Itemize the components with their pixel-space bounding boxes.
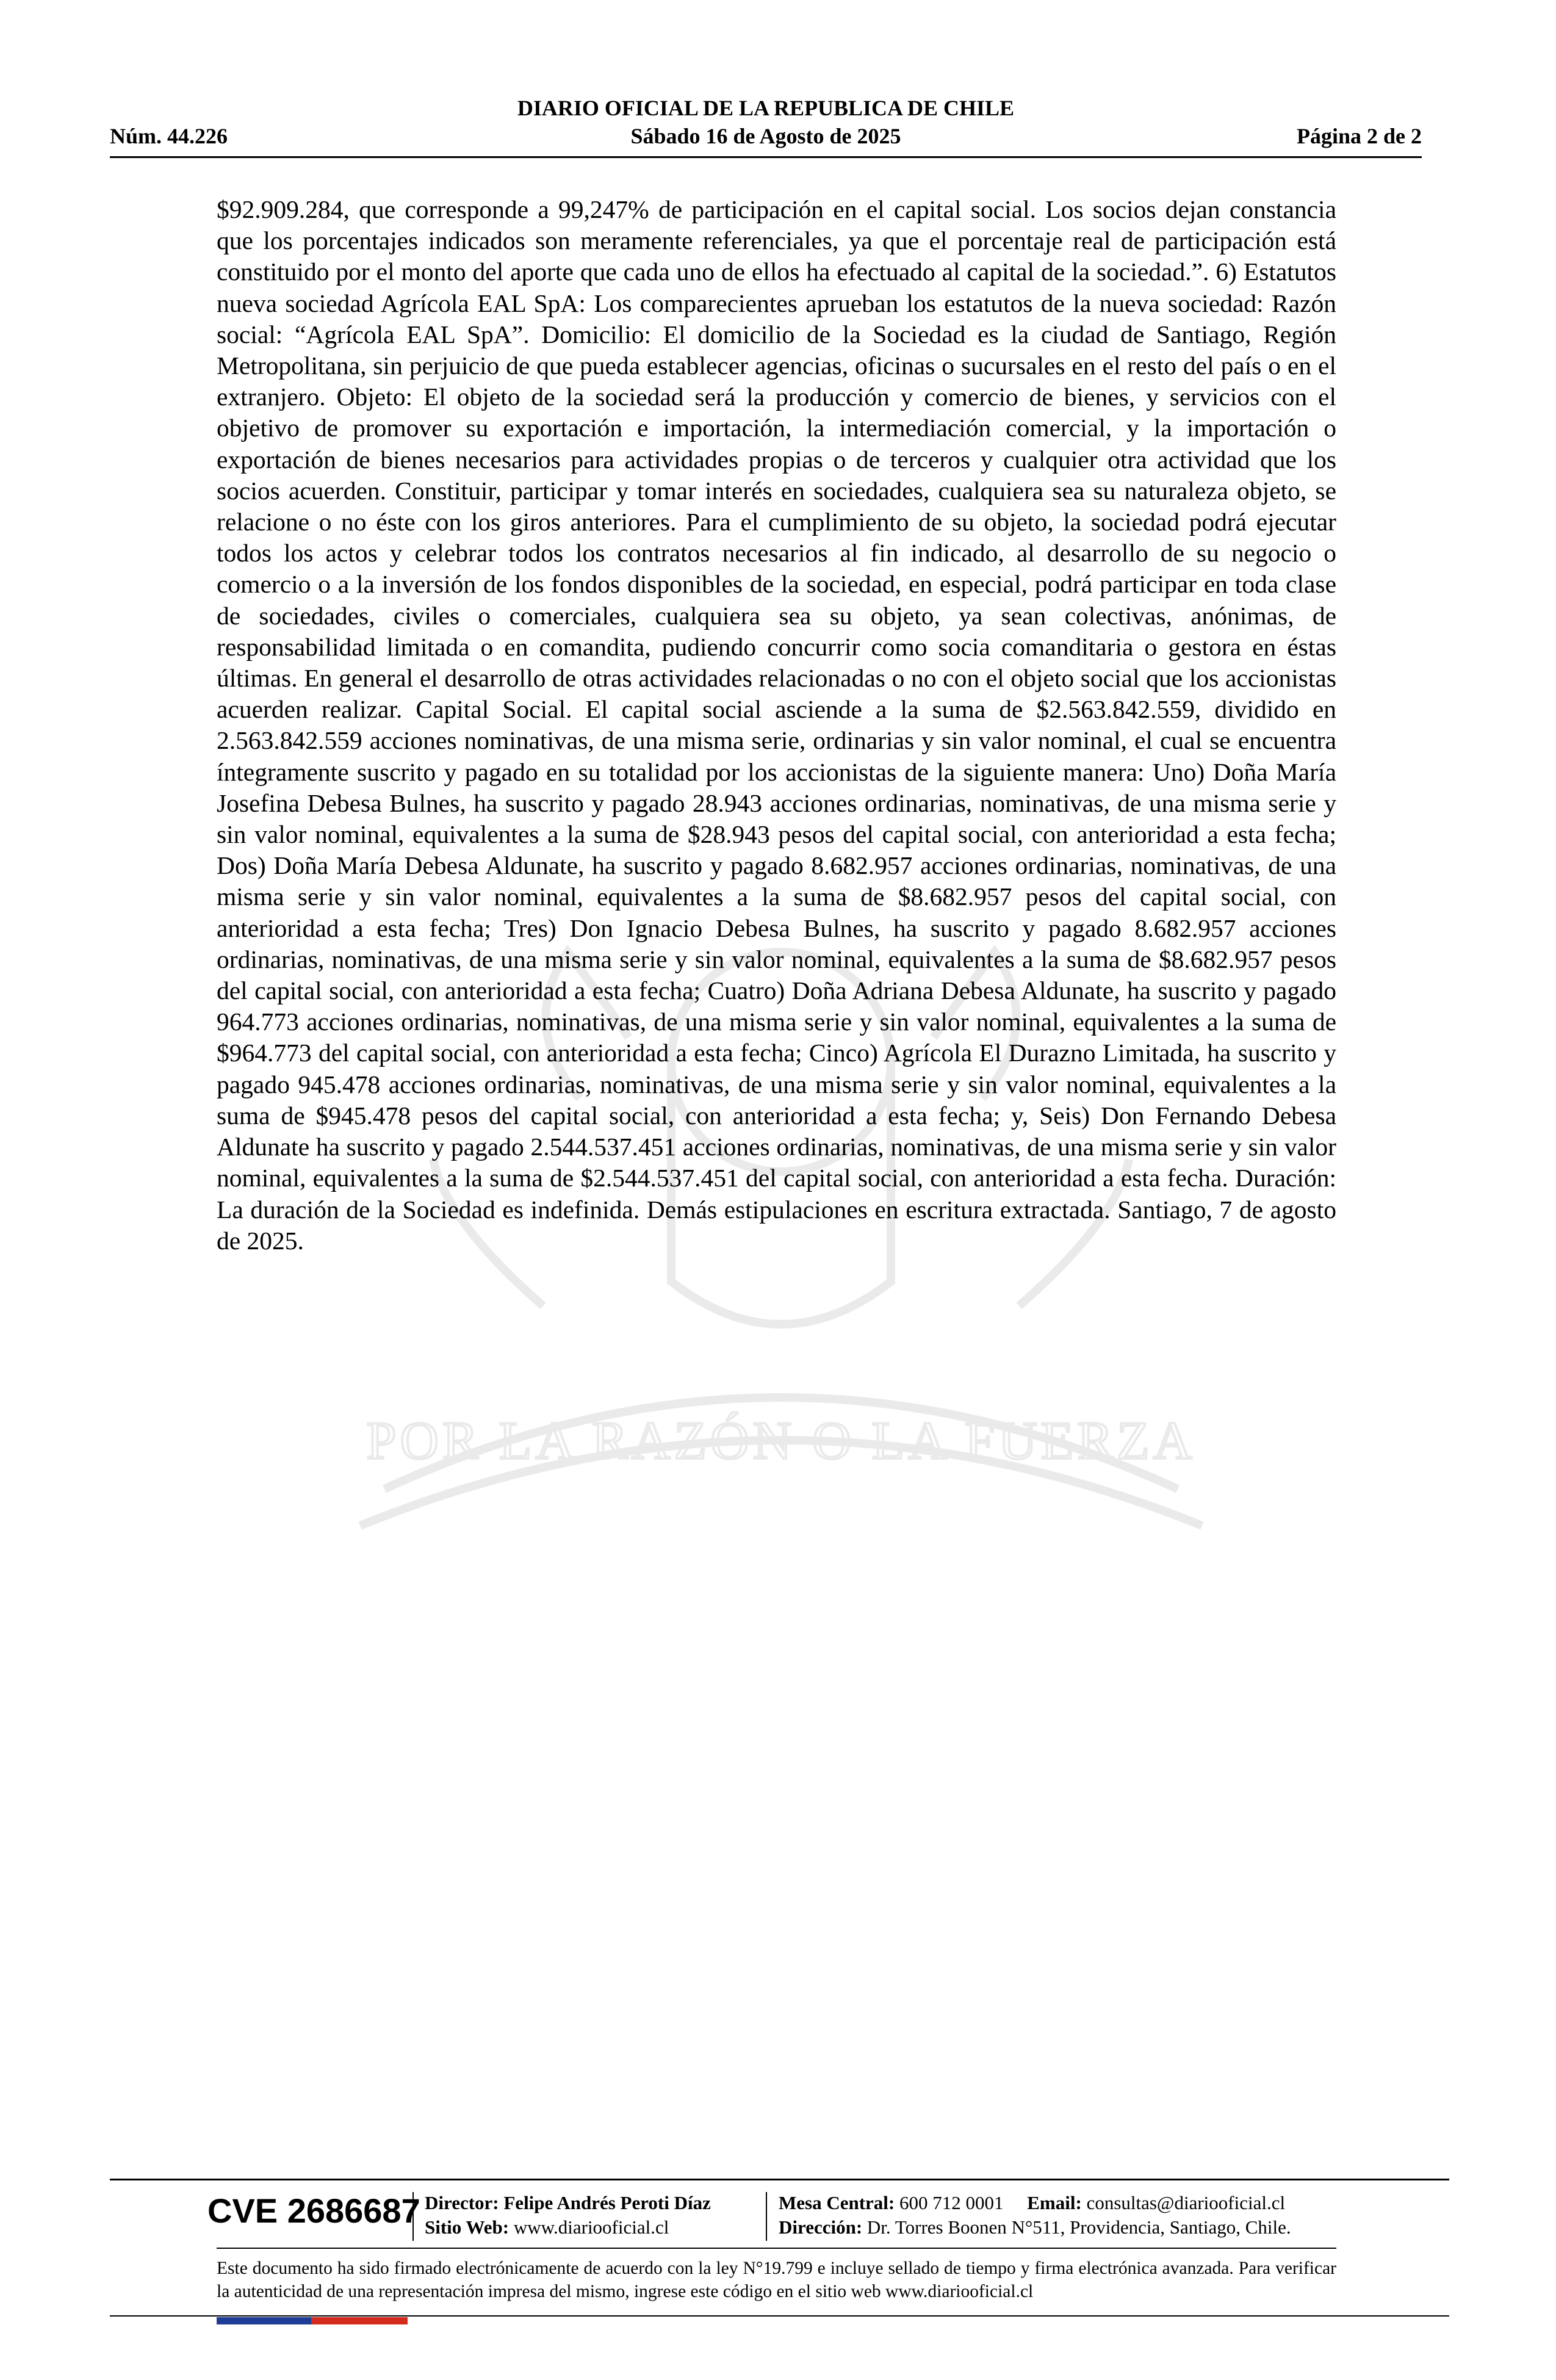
phone-email-line xyxy=(779,2191,1291,2215)
phone-label: Mesa Central: xyxy=(779,2192,895,2213)
electronic-signature-notice: Este documento ha sido firmado electrónicamente de acuerdo con la ley N°19.799 e incluye sellado de tiempo y firma electrónica avanzada. Para verificar la autenticidad de una representación impresa del mismo, ingrese este código en el sitio web www.diariooficial.cl xyxy=(217,2259,1336,2301)
website-link[interactable]: www.diariooficial.cl xyxy=(513,2216,669,2238)
director-label: Director: xyxy=(425,2192,499,2213)
page-header xyxy=(110,92,1422,159)
footer-contact-left xyxy=(425,2191,711,2240)
email-label: Email: xyxy=(1027,2192,1082,2213)
flag-stripe-blue xyxy=(217,2317,311,2324)
footer-divider-bottom xyxy=(110,2315,1449,2317)
publication-title: DIARIO OFICIAL DE LA REPUBLICA DE CHILE xyxy=(517,96,1015,120)
footer-divider-top xyxy=(110,2179,1449,2180)
footer-divider-mid xyxy=(217,2248,1336,2249)
address-value: Dr. Torres Boonen N°511, Providencia, Santiago, Chile. xyxy=(866,2216,1291,2238)
issue-date: Sábado 16 de Agosto de 2025 xyxy=(630,124,901,148)
website-line xyxy=(425,2215,711,2240)
page-number: Página 2 de 2 xyxy=(1296,124,1422,148)
footer-contact-right xyxy=(779,2191,1291,2240)
issue-number: Núm. 44.226 xyxy=(110,124,228,148)
header-divider xyxy=(110,156,1422,158)
cve-code: CVE 2686687 xyxy=(207,2191,420,2230)
document-body: $92.909.284, que corresponde a 99,247% de participación en el capital social. Los socios dejan constancia que los porcentajes indicados son meramente referenciales, ya que el porcentaje real de participación está constituido por el monto del aporte que cada uno de ellos ha efectuado al capital de la sociedad.”. 6) Estatutos nueva sociedad Agrícola EAL SpA: Los comparecientes aprueban los estatutos de la nueva sociedad: Razón social: “Agrícola EAL SpA”. Domicilio: El domicilio de la Sociedad es la ciudad de Santiago, Región Metropolitana, sin perjuicio de que pueda establecer agencias, oficinas o sucursales en el resto del país o en el extranjero. Objeto: El objeto de la sociedad será la producción y comercio de bienes, y servicios con el objetivo de promover su exportación e importación, la intermediación comercial, y la importación o exportación de bienes necesarios para actividades propias o de terceros y cualquier otra actividad que los socios acuerden. Constituir, participar y tomar interés en sociedades, cualquiera sea su naturaleza objeto, se relacione o no éste con los giros anteriores. Para el cumplimiento de su objeto, la sociedad podrá ejecutar todos los actos y celebrar todos los contratos necesarios al fin indicado, al desarrollo de su negocio o comercio o a la inversión de los fondos disponibles de la sociedad, en especial, podrá participar en toda clase de sociedades, civiles o comerciales, cualquiera sea su objeto, ya sean colectivas, anónimas, de responsabilidad limitada o en comandita, pudiendo concurrir como socia comanditaria o gestora en éstas últimas. En general el desarrollo de otras actividades relacionadas o no con el objeto social que los accionistas acuerden realizar. Capital Social. El capital social asciende a la suma de $2.563.842.559, dividido en 2.563.842.559 acciones nominativas, de una misma serie, ordinarias y sin valor nominal, el cual se encuentra íntegramente suscrito y pagado en su totalidad por los accionistas de la siguiente manera: Uno) Doña María Josefina Debesa Bulnes, ha suscrito y pagado 28.943 acciones ordinarias, nominativas, de una misma serie y sin valor nominal, equivalentes a la suma de $28.943 pesos del capital social, con anterioridad a esta fecha; Dos) Doña María Debesa Aldunate, ha suscrito y pagado 8.682.957 acciones ordinarias, nominativas, de una misma serie y sin valor nominal, equivalentes a la suma de $8.682.957 pesos del capital social, con anterioridad a esta fecha; Tres) Don Ignacio Debesa Bulnes, ha suscrito y pagado 8.682.957 acciones ordinarias, nominativas, de una misma serie y sin valor nominal, equivalentes a la suma de $8.682.957 pesos del capital social, con anterioridad a esta fecha; Cuatro) Doña Adriana Debesa Aldunate, ha suscrito y pagado 964.773 acciones ordinarias, nominativas, de una misma serie y sin valor nominal, equivalentes a la suma de $964.773 del capital social, con anterioridad a esta fecha; Cinco) Agrícola El Durazno Limitada, ha suscrito y pagado 945.478 acciones ordinarias, nominativas, de una misma serie y sin valor nominal, equivalentes a la suma de $945.478 pesos del capital social, con anterioridad a esta fecha; y, Seis) Don Fernando Debesa Aldunate ha suscrito y pagado 2.544.537.451 acciones ordinarias, nominativas, de una misma serie y sin valor nominal, equivalentes a la suma de $2.544.537.451 del capital social, con anterioridad a esta fecha. Duración: La duración de la Sociedad es indefinida. Demás estipulaciones en escritura extractada. Santiago, 7 de agosto de 2025. xyxy=(217,195,1336,1255)
director-line xyxy=(425,2191,711,2215)
website-label: Sitio Web: xyxy=(425,2216,510,2238)
phone-number: 600 712 0001 xyxy=(899,2192,1004,2213)
flag-stripe-red xyxy=(311,2317,408,2324)
address-line xyxy=(779,2215,1291,2240)
address-label: Dirección: xyxy=(779,2216,863,2238)
footer-separator xyxy=(766,2192,767,2241)
director-name: Felipe Andrés Peroti Díaz xyxy=(503,2192,711,2213)
footer-separator xyxy=(412,2192,414,2241)
watermark-motto: POR LA RAZÓN O LA FUERZA xyxy=(366,1412,1196,1471)
email-link[interactable]: consultas@diariooficial.cl xyxy=(1086,2192,1286,2213)
